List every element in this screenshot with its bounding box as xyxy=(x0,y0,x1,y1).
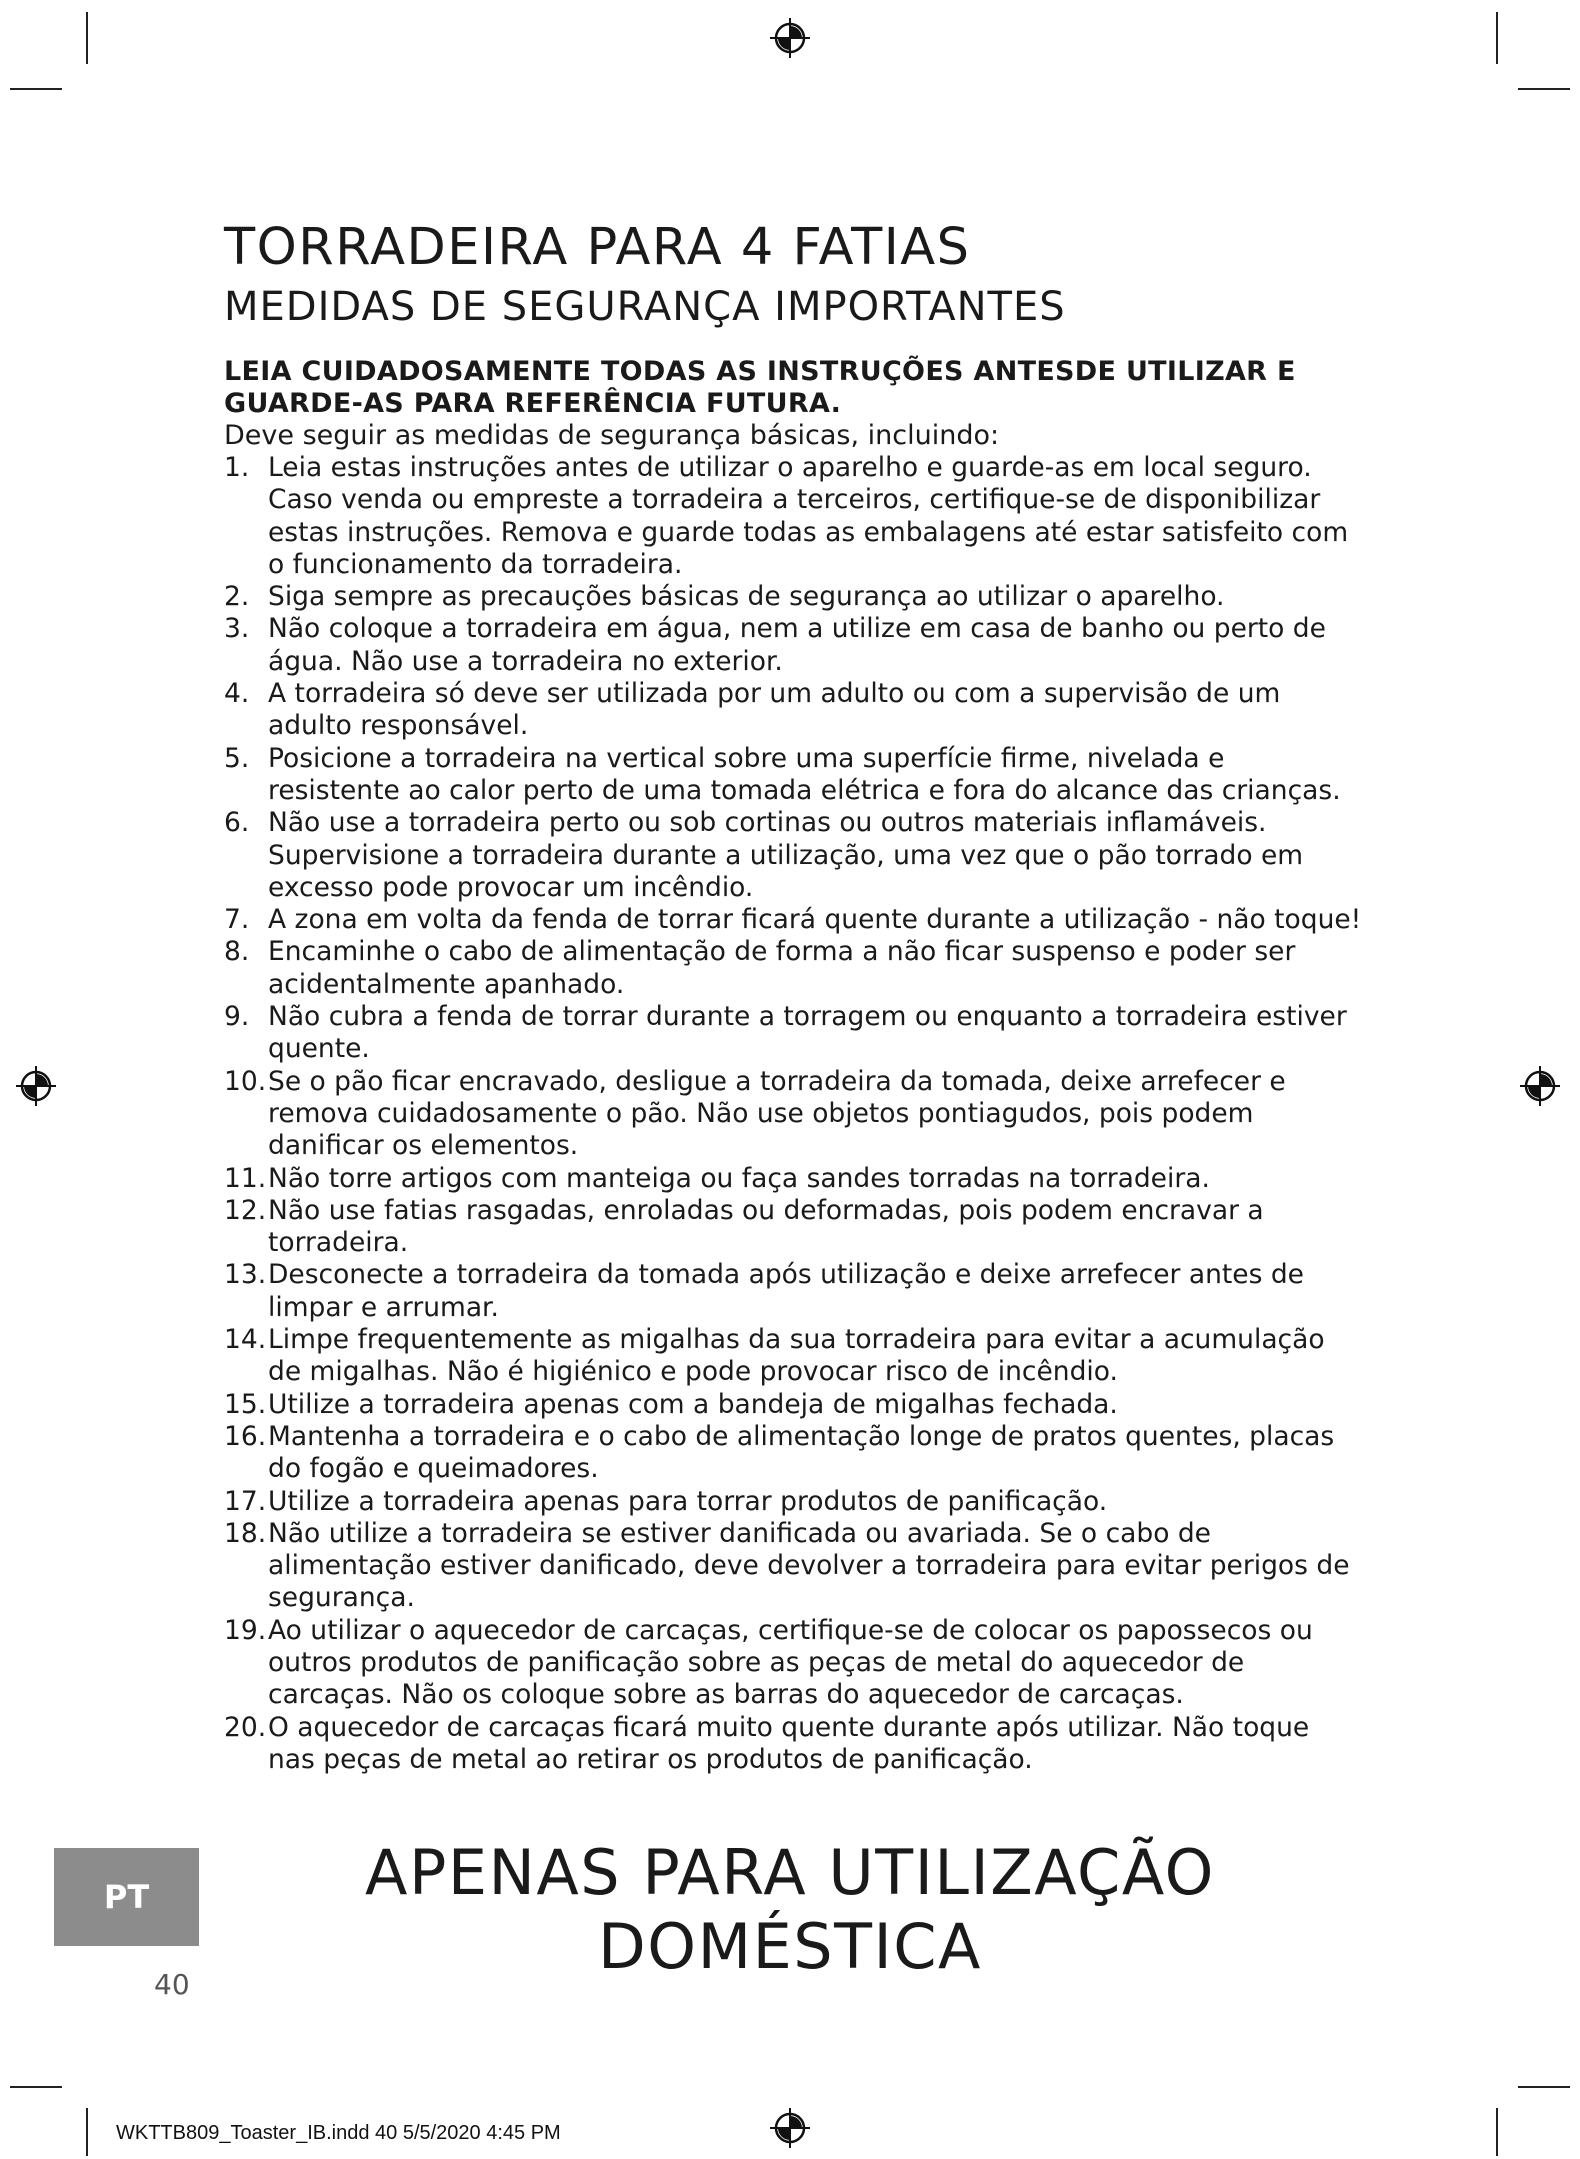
page-title: TORRADEIRA PARA 4 FATIAS xyxy=(224,218,971,277)
safety-item xyxy=(224,1421,1364,1486)
safety-item-text: O aquecedor de carcaças ficará muito quente durante após utilizar. Não toque nas peças de metal ao retirar os produtos de panificação. xyxy=(268,1711,1310,1775)
safety-item-number: 9. xyxy=(224,1001,250,1033)
safety-item xyxy=(224,581,1364,613)
safety-item-number: 6. xyxy=(224,807,250,839)
crop-mark xyxy=(86,12,88,64)
safety-item-text: Não utilize a torradeira se estiver danificada ou avariada. Se o cabo de alimentação estiver danificado, deve devolver a torradeira para evitar perigos de segurança. xyxy=(268,1517,1350,1614)
registration-mark-icon xyxy=(14,1064,58,1108)
safety-item-text: Mantenha a torradeira e o cabo de alimentação longe de pratos quentes, placas do fogão e queimadores. xyxy=(268,1420,1335,1485)
crop-mark xyxy=(1518,88,1570,90)
safety-item-text: Limpe frequentemente as migalhas da sua torradeira para evitar a acumulação de migalhas. Não é higiénico e pode provocar risco de incêndio. xyxy=(268,1324,1325,1388)
safety-item-number: 20. xyxy=(224,1711,267,1743)
print-slug: WKTTB809_Toaster_IB.indd 40 5/5/2020 4:45 PM xyxy=(116,2122,561,2144)
safety-item-number: 5. xyxy=(224,742,250,774)
household-use-banner xyxy=(280,1836,1300,1984)
crop-mark xyxy=(1518,2086,1570,2088)
safety-item xyxy=(224,613,1364,678)
safety-item xyxy=(224,936,1364,1001)
safety-item xyxy=(224,1389,1364,1421)
safety-item-text: Ao utilizar o aquecedor de carcaças, certifique-se de colocar os papossecos ou outros produtos de panificação sobre as peças de metal do aquecedor de carcaças. Não os coloque sobre as barras do aquecedor de carcaças. xyxy=(268,1614,1313,1711)
safety-item-text: Não coloque a torradeira em água, nem a utilize em casa de banho ou perto de água. Não use a torradeira no exterior. xyxy=(268,613,1326,677)
crop-mark xyxy=(10,88,62,90)
crop-mark xyxy=(1496,12,1498,64)
crop-mark xyxy=(10,2086,62,2088)
safety-item-text: Se o pão ficar encravado, desligue a torradeira da tomada, deixe arrefecer e remova cuidadosamente o pão. Não use objetos pontiagudos, pois podem danificar os elementos. xyxy=(268,1065,1286,1162)
safety-item-number: 16. xyxy=(224,1420,267,1452)
safety-item-text: Encaminhe o cabo de alimentação de forma a não ficar suspenso e poder ser acidentalmente apanhado. xyxy=(268,936,1296,1000)
safety-item-number: 3. xyxy=(224,613,250,645)
safety-item-text: Não use a torradeira perto ou sob cortinas ou outros materiais inflamáveis. Supervisione a torradeira durante a utilização, uma vez que o pão torrado em excesso pode provocar um incêndio. xyxy=(268,807,1304,903)
safety-item-number: 13. xyxy=(224,1259,267,1291)
safety-item xyxy=(224,452,1364,581)
lead-instruction: LEIA CUIDADOSAMENTE TODAS AS INSTRUÇÕES ANTESDE UTILIZAR E GUARDE-AS PARA REFERÊNCIA FUTURA. xyxy=(224,356,1296,419)
safety-item-text: A zona em volta da fenda de torrar ficará quente durante a utilização - não toque! xyxy=(268,904,1362,936)
section-heading: MEDIDAS DE SEGURANÇA IMPORTANTES xyxy=(224,284,1066,330)
safety-item-text: Não torre artigos com manteiga ou faça sandes torradas na torradeira. xyxy=(268,1162,1210,1194)
safety-item-text: Não cubra a fenda de torrar durante a torragem ou enquanto a torradeira estiver quente. xyxy=(268,1001,1347,1065)
safety-item xyxy=(224,1615,1364,1712)
registration-mark-icon xyxy=(768,16,812,60)
registration-mark-icon xyxy=(1518,1064,1562,1108)
safety-item-number: 4. xyxy=(224,678,250,710)
banner-line-1: APENAS PARA UTILIZAÇÃO xyxy=(365,1836,1215,1909)
safety-item-text: Desconecte a torradeira da tomada após utilização e deixe arrefecer antes de limpar e arrumar. xyxy=(268,1259,1304,1323)
safety-item xyxy=(224,807,1364,904)
safety-item xyxy=(224,1066,1364,1163)
safety-item xyxy=(224,1259,1364,1324)
safety-item-number: 14. xyxy=(224,1324,267,1356)
safety-item-number: 12. xyxy=(224,1194,267,1226)
manual-content xyxy=(224,218,1364,1776)
page-number: 40 xyxy=(154,1968,190,2001)
safety-item xyxy=(224,743,1364,808)
safety-item-number: 1. xyxy=(224,452,250,483)
safety-item-number: 18. xyxy=(224,1517,267,1549)
crop-mark xyxy=(86,2108,88,2156)
safety-item-number: 11. xyxy=(224,1162,267,1194)
banner-line-2: DOMÉSTICA xyxy=(598,1910,982,1983)
safety-item-text: Não use fatias rasgadas, enroladas ou deformadas, pois podem encravar a torradeira. xyxy=(268,1194,1264,1259)
safety-item-text: Posicione a torradeira na vertical sobre uma superfície firme, nivelada e resistente ao calor perto de uma tomada elétrica e fora do alcance das crianças. xyxy=(268,742,1341,806)
safety-item xyxy=(224,1712,1364,1777)
safety-item-text: A torradeira só deve ser utilizada por um adulto ou com a supervisão de um adulto responsável. xyxy=(268,678,1281,742)
safety-item-number: 10. xyxy=(224,1065,267,1097)
crop-mark xyxy=(1496,2108,1498,2156)
safety-item-number: 2. xyxy=(224,581,250,613)
language-tab: PT xyxy=(54,1848,199,1946)
safety-item-text: Utilize a torradeira apenas com a bandeja de migalhas fechada. xyxy=(268,1388,1118,1420)
safety-item xyxy=(224,904,1364,936)
safety-item xyxy=(224,678,1364,743)
safety-item xyxy=(224,1163,1364,1195)
safety-item-number: 7. xyxy=(224,904,250,936)
safety-item-text: Leia estas instruções antes de utilizar o aparelho e guarde-as em local seguro. Caso venda ou empreste a torradeira a terceiros, certifique-se de disponibilizar estas instruções. Remova e guarde todas as embalagens até estar satisfeito com o funcionamento da torradeira. xyxy=(268,452,1349,580)
safety-item-text: Siga sempre as precauções básicas de segurança ao utilizar o aparelho. xyxy=(268,581,1225,613)
safety-item-number: 15. xyxy=(224,1388,267,1420)
safety-list xyxy=(224,452,1364,1776)
safety-item xyxy=(224,1195,1364,1260)
intro-text: Deve seguir as medidas de segurança básicas, incluindo: xyxy=(224,420,1000,451)
safety-item xyxy=(224,1486,1364,1518)
safety-item xyxy=(224,1324,1364,1389)
safety-item-text: Utilize a torradeira apenas para torrar produtos de panificação. xyxy=(268,1485,1108,1517)
safety-item-number: 8. xyxy=(224,936,250,968)
safety-item xyxy=(224,1518,1364,1615)
safety-item-number: 17. xyxy=(224,1485,267,1517)
registration-mark-icon xyxy=(768,2106,812,2150)
safety-item-number: 19. xyxy=(224,1614,267,1646)
safety-item xyxy=(224,1001,1364,1066)
